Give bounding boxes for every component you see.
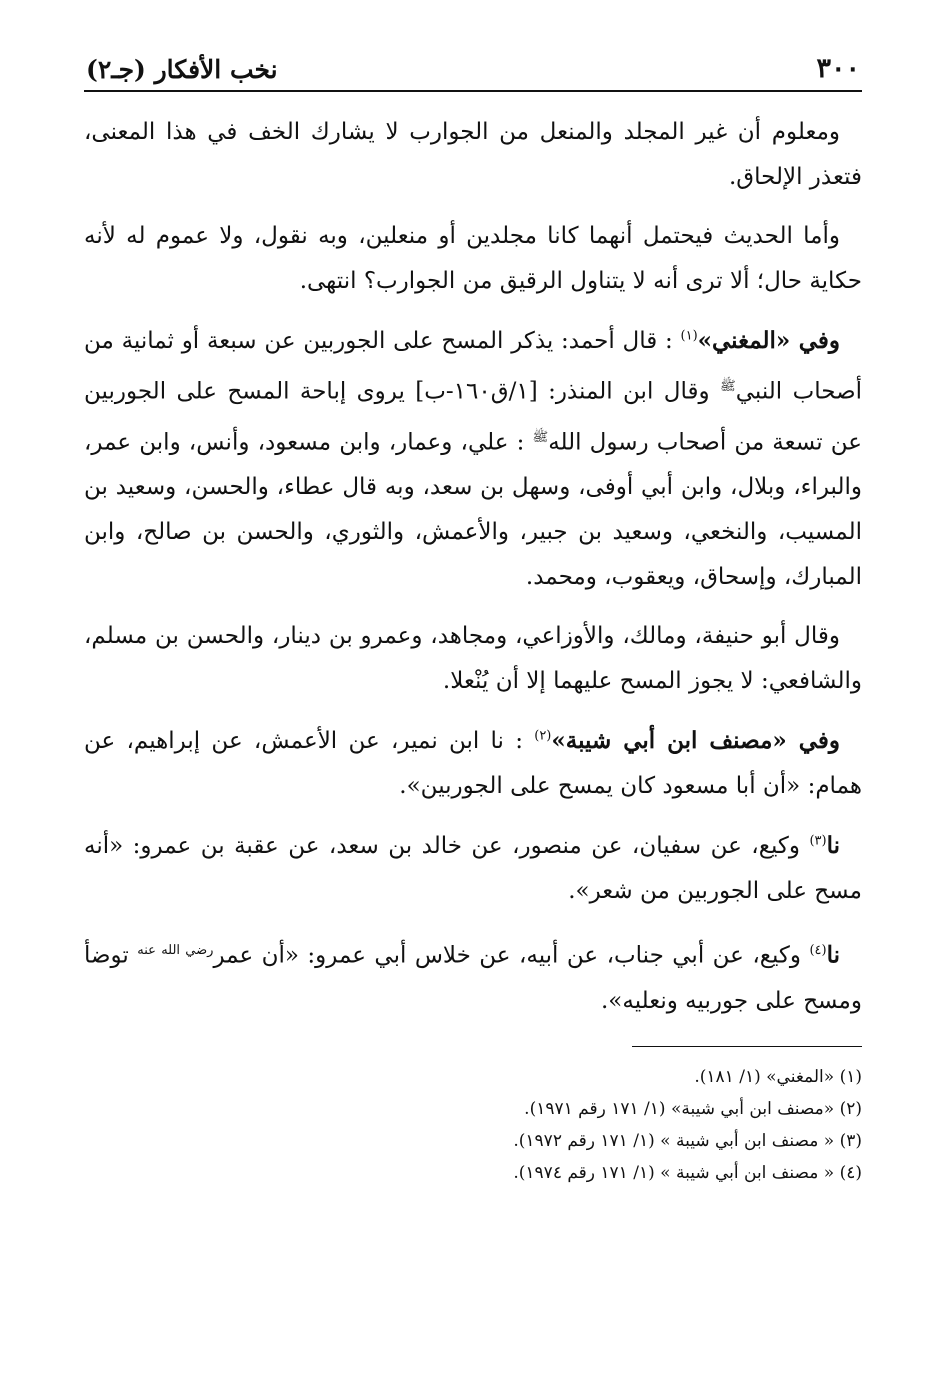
paragraph-text: : قال أحمد: يذكر المسح على الجوربين عن سبعة أو ثمانية من أصحاب النبي	[84, 328, 863, 405]
footnote-ref: (٢)	[534, 728, 552, 744]
paragraph-lead: وفي «مصنف ابن أبي شيبة»	[551, 727, 840, 755]
paragraph-text: وقال أبو حنيفة، ومالك، والأوزاعي، ومجاهد، وعمرو بن دينار، والحسن بن مسلم، والشافعي: لا يجوز المسح عليهما إلا أن يُنْعلا.	[84, 623, 862, 695]
honorific-mark: ﷺ	[720, 379, 736, 394]
honorific-mark: رضي الله عنه	[137, 943, 214, 959]
footnote-ref: (١)	[680, 328, 698, 344]
main-text	[84, 110, 862, 1024]
footnote-item: (٤) « مصنف ابن أبي شيبة » (١/ ١٧١ رقم ١٩٧٤).	[513, 1162, 862, 1183]
paragraph-4	[84, 614, 862, 704]
honorific-mark: ﷺ	[532, 429, 549, 445]
paragraph-5	[84, 718, 862, 809]
paragraph-1	[84, 110, 862, 200]
page-header	[84, 48, 862, 92]
paragraph-lead: نا	[826, 832, 840, 860]
footnote-ref: (٣)	[809, 833, 827, 849]
page-number: ٣٠٠	[816, 53, 860, 84]
paragraph-text: توضأ ومسح على جوربيه ونعليه».	[84, 942, 862, 1014]
paragraph-7	[84, 928, 862, 1024]
paragraph-lead: نا	[826, 941, 841, 969]
footnote-item: (١) «المغني» (١/ ١٨١).	[694, 1066, 862, 1087]
paragraph-text: وكيع، عن سفيان، عن منصور، عن خالد بن سعد، عن عقبة بن عمرو: «أنه مسح على الجوربين من شعر».	[84, 833, 862, 905]
paragraph-2	[84, 214, 862, 304]
book-page	[84, 48, 862, 1189]
paragraph-text: : علي، وعمار، وابن مسعود، وأنس، وابن عمر، والبراء، وبلال، وابن أبي أوفى، وسهل بن سعد، وبه قال عطاء، والحسن، وسعيد بن المسيب، والنخعي، وسعيد بن جبير، والأعمش، والثوري، والحسن بن صالح، وابن المبارك، وإسحاق، ويعقوب، ومحمد.	[84, 429, 862, 591]
paragraph-text: وقال ابن المنذر: [١/ق١٦٠-ب] يروى إباحة المسح على الجوربين عن تسعة من أصحاب رسول الله	[84, 378, 863, 456]
paragraph-text: ومعلوم أن غير المجلد والمنعل من الجوارب لا يشارك الخف في هذا المعنى، فتعذر الإلحاق.	[84, 119, 862, 190]
footnote-divider	[632, 1046, 862, 1047]
book-title: نخب الأفكار (جـ٢)	[86, 55, 278, 84]
footnote-ref: (٤)	[809, 943, 827, 959]
paragraph-lead: وفي «المغني»	[697, 327, 841, 354]
footnote-item: (٢) «مصنف ابن أبي شيبة» (١/ ١٧١ رقم ١٩٧١).	[524, 1098, 862, 1119]
paragraph-text: وأما الحديث فيحتمل أنهما كانا مجلدين أو منعلين، وبه نقول، ولا عموم له لأنه حكاية حال؛ ألا ترى أنه لا يتناول الرقيق من الجوارب؟ انتهى.	[84, 223, 862, 294]
paragraph-6	[84, 823, 862, 914]
footnotes	[84, 1061, 862, 1189]
paragraph-text: : نا ابن نمير، عن الأعمش، عن إبراهيم، عن همام: «أن أبا مسعود كان يمسح على الجوربين».	[84, 728, 862, 800]
footnote-item: (٣) « مصنف ابن أبي شيبة » (١/ ١٧١ رقم ١٩٧٢).	[513, 1130, 862, 1151]
paragraph-text: وكيع، عن أبي جناب، عن أبيه، عن خلاس أبي عمرو: «أن عمر	[213, 942, 801, 969]
paragraph-3	[84, 318, 862, 600]
